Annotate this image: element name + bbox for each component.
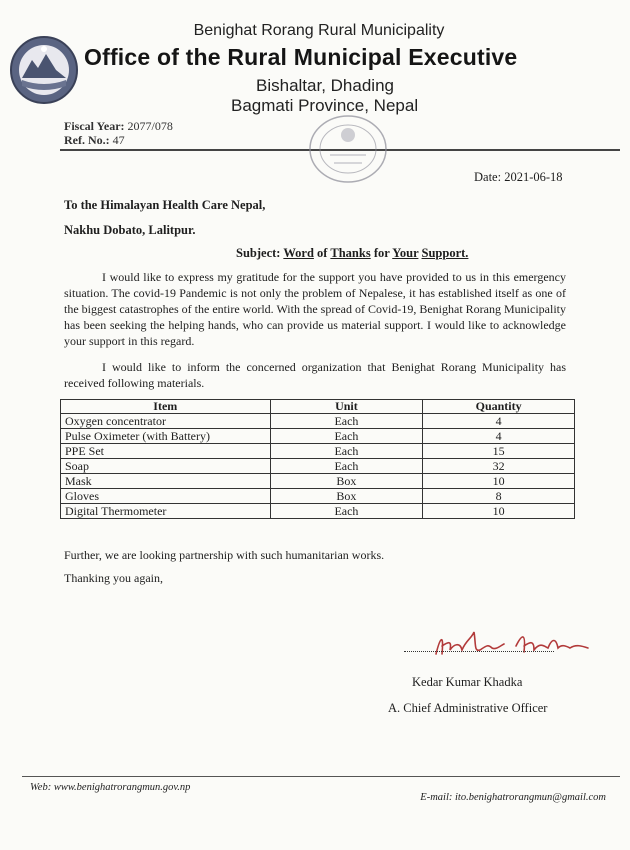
subject-label: Subject:	[236, 246, 281, 260]
unit-cell: Box	[270, 489, 423, 504]
fiscal-year-label: Fiscal Year:	[64, 119, 125, 133]
column-header-item: Item	[61, 400, 271, 414]
subject-word: Thanks	[330, 246, 371, 260]
signature-dotted-line	[404, 651, 554, 652]
closing-line: Further, we are looking partnership with such humanitarian works.	[64, 548, 385, 562]
ref-label: Ref. No.:	[64, 133, 110, 147]
thanks-line: Thanking you again,	[64, 571, 163, 585]
quantity-cell: 8	[423, 489, 575, 504]
official-stamp-icon	[296, 107, 400, 187]
quantity-cell: 10	[423, 504, 575, 519]
subject-word: Support.	[421, 246, 469, 260]
table-row	[61, 489, 575, 504]
footer-email: E-mail: ito.benighatrorangmun@gmail.com	[420, 792, 606, 803]
recipient-line-1: To the Himalayan Health Care Nepal,	[64, 198, 266, 212]
table-row	[61, 504, 575, 519]
reference-number	[64, 133, 125, 148]
footer-divider	[22, 776, 620, 777]
column-header-quantity: Quantity	[423, 400, 575, 414]
column-header-unit: Unit	[270, 400, 423, 414]
table-row	[61, 474, 575, 489]
item-cell: Pulse Oximeter (with Battery)	[61, 429, 271, 444]
quantity-cell: 4	[423, 414, 575, 429]
quantity-cell: 32	[423, 459, 575, 474]
table-row	[61, 444, 575, 459]
materials-table	[60, 399, 575, 519]
unit-cell: Each	[270, 444, 423, 459]
item-cell: PPE Set	[61, 444, 271, 459]
fiscal-year-value: 2077/078	[127, 119, 173, 133]
handwritten-signature	[430, 624, 610, 670]
item-cell: Gloves	[61, 489, 271, 504]
subject-word: Your	[392, 246, 419, 260]
letter-date: Date: 2021-06-18	[474, 170, 563, 184]
body-paragraph-2: I would like to inform the concerned organization that Benighat Rorang Municipality has received following materials.	[64, 360, 566, 390]
unit-cell: Each	[270, 504, 423, 519]
ref-value: 47	[112, 133, 125, 147]
quantity-cell: 10	[423, 474, 575, 489]
body-paragraph-1: I would like to express my gratitude for the support you have provided to us in this emergency situation. The covid-19 Pandemic is not only the problem of Nepalese, it has established itself as one of the biggest catastrophes of the entire world. With the spread of Covid-19, Benighat Rorang Municipality has been seeking the helping hands, who can provide us material support. I would like to acknowledge your support in this regard.	[64, 270, 566, 348]
unit-cell: Each	[270, 459, 423, 474]
quantity-cell: 4	[423, 429, 575, 444]
subject-word: of	[317, 246, 328, 260]
table-header-row	[61, 400, 575, 414]
signatory-title: A. Chief Administrative Officer	[388, 701, 548, 715]
table-row	[61, 429, 575, 444]
unit-cell: Box	[270, 474, 423, 489]
unit-cell: Each	[270, 414, 423, 429]
office-title: Office of the Rural Municipal Executive	[84, 44, 518, 70]
table-row	[61, 459, 575, 474]
unit-cell: Each	[270, 429, 423, 444]
nepal-emblem-icon	[8, 34, 80, 106]
signatory-name: Kedar Kumar Khadka	[412, 675, 523, 689]
subject-word: Word	[283, 246, 314, 260]
fiscal-year	[64, 119, 173, 134]
quantity-cell: 15	[423, 444, 575, 459]
municipality-name: Benighat Rorang Rural Municipality	[193, 22, 445, 39]
item-cell: Mask	[61, 474, 271, 489]
table-row	[61, 414, 575, 429]
recipient-line-2: Nakhu Dobato, Lalitpur.	[64, 223, 196, 237]
address-line-1: Bishaltar, Dhading	[256, 76, 394, 95]
address-line-2: Bagmati Province, Nepal	[231, 96, 419, 115]
item-cell: Soap	[61, 459, 271, 474]
item-cell: Oxygen concentrator	[61, 414, 271, 429]
subject-word: for	[373, 246, 390, 260]
subject-line	[236, 246, 468, 261]
item-cell: Digital Thermometer	[61, 504, 271, 519]
footer-website: Web: www.benighatrorangmun.gov.np	[30, 782, 191, 793]
